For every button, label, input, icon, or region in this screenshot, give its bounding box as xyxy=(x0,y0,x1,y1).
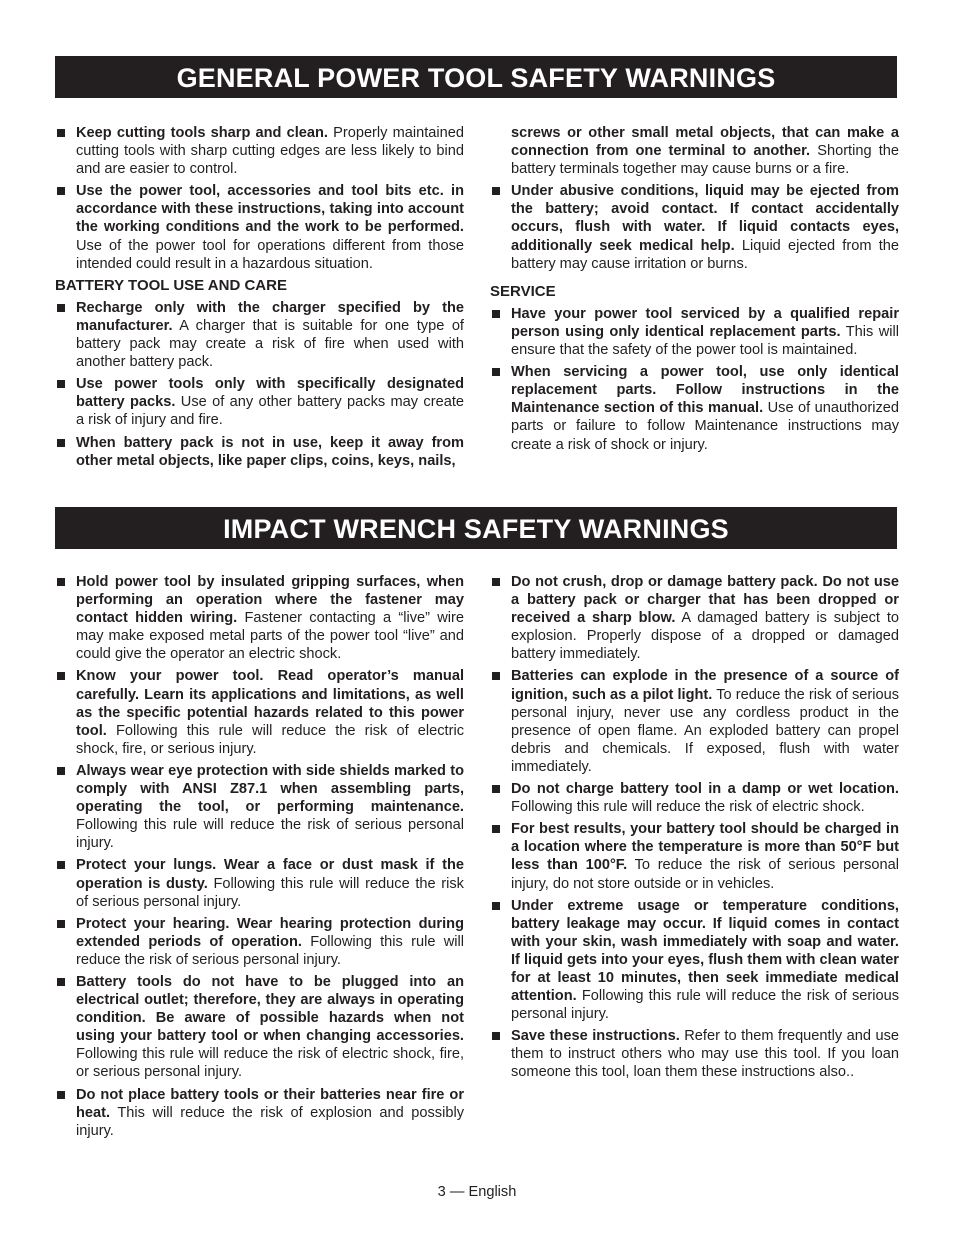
list-item xyxy=(55,434,464,470)
item-text: Use of unauthorized parts or failure to follow Maintenance instructions may create a risk of shock or injury. xyxy=(511,400,900,453)
square-bullet-icon xyxy=(57,380,65,388)
item-bold-text: Use power tools only with specifically designated battery packs. xyxy=(76,376,464,411)
item-bold-text: For best results, your battery tool should be charged in a location where the temperature is more than 50°F but less than 100°F. xyxy=(511,821,899,874)
item-bold-text: Protect your hearing. Wear hearing protection during extended periods of operation. xyxy=(76,915,464,950)
square-bullet-icon xyxy=(492,902,500,910)
item-bold-text: Recharge only with the charger specified by the manufacturer. xyxy=(76,299,464,334)
item-text: Following this rule will reduce the risk of serious personal injury. xyxy=(511,988,899,1023)
item-text: Following this rule will reduce the risk of serious personal injury. xyxy=(76,875,464,910)
item-bold-text: Use the power tool, accessories and tool bits etc. in accordance with these instructions, taking into account the working conditions and the work to be performed. xyxy=(76,183,464,236)
item-text: Use of the power tool for operations different from those intended could result in a hazardous situation. xyxy=(76,237,464,272)
item-text: Properly maintained cutting tools with sharp cutting edges are less likely to bind and are easier to control. xyxy=(76,125,464,178)
list-item xyxy=(55,667,464,757)
square-bullet-icon xyxy=(57,920,65,928)
square-bullet-icon xyxy=(492,187,500,195)
general-warnings-title: GENERAL POWER TOOL SAFETY WARNINGS xyxy=(55,56,897,98)
impact-left-column xyxy=(55,573,464,1144)
impact-warnings-title: IMPACT WRENCH SAFETY WARNINGS xyxy=(55,507,897,549)
square-bullet-icon xyxy=(57,767,65,775)
battery-heading: BATTERY TOOL USE AND CARE xyxy=(55,276,287,294)
list-item xyxy=(490,667,899,776)
list-item xyxy=(490,363,899,453)
item-bold-text: Keep cutting tools sharp and clean. xyxy=(76,125,328,141)
list-item xyxy=(55,915,464,969)
item-text: Refer to them frequently and use them to instruct others who may use this tool. If you loan someone this tool, loan them these instructions also.. xyxy=(511,1028,899,1081)
list-item xyxy=(55,124,464,178)
item-bold-text: When battery pack is not in use, keep it away from other metal objects, like paper clips, coins, keys, nails, xyxy=(76,434,464,469)
square-bullet-icon xyxy=(57,1091,65,1099)
item-text: To reduce the risk of serious personal injury, do not store outside or in vehicles. xyxy=(511,857,899,892)
item-bold-text: Under extreme usage or temperature conditions, battery leakage may occur. If liquid comes in contact with your skin, wash immediately with soap and water. If liquid gets into your eyes, flush them with clean water for at least 10 minutes, then seek immediate medical attention. xyxy=(511,897,899,1005)
list-item xyxy=(55,182,464,272)
item-bold-text: Have your power tool serviced by a qualified repair person using only identical replacement parts. xyxy=(511,305,899,340)
list-item xyxy=(55,856,464,910)
list-item xyxy=(490,1027,899,1081)
item-text: Following this rule will reduce the risk of electric shock, fire, or serious personal injury. xyxy=(76,1046,464,1081)
list-item xyxy=(55,573,464,663)
item-text: A damaged battery is subject to explosion. Properly dispose of a dropped or damaged battery immediately. xyxy=(511,610,899,663)
square-bullet-icon xyxy=(57,304,65,312)
item-text: To reduce the risk of serious personal injury, never use any cordless product in the presence of open flame. An exploded battery can propel debris and chemicals. If exposed, flush with water immediately. xyxy=(511,686,899,775)
square-bullet-icon xyxy=(492,825,500,833)
list-item xyxy=(490,897,899,1024)
item-bold-text: Save these instructions. xyxy=(511,1028,680,1045)
square-bullet-icon xyxy=(492,672,500,680)
item-text: Following this rule will reduce the risk of serious personal injury. xyxy=(76,933,464,968)
item-text: A charger that is suitable for one type of battery pack may create a risk of fire when used with another battery pack. xyxy=(76,317,464,371)
list-item xyxy=(55,973,464,1082)
square-bullet-icon xyxy=(492,368,500,376)
page-footer: 3 — English xyxy=(437,1184,517,1200)
list-item xyxy=(55,762,464,852)
list-item xyxy=(490,305,899,359)
item-text: Following this rule will reduce the risk of electric shock, fire, or serious injury. xyxy=(76,722,464,757)
square-bullet-icon xyxy=(57,672,65,680)
list-item xyxy=(55,375,464,429)
square-bullet-icon xyxy=(57,129,65,137)
list-item xyxy=(490,182,899,272)
square-bullet-icon xyxy=(57,578,65,586)
item-bold-text: Do not place battery tools or their batteries near fire or heat. xyxy=(76,1086,464,1121)
square-bullet-icon xyxy=(57,861,65,869)
item-text: Use of any other battery packs may create a risk of injury and fire. xyxy=(76,394,464,429)
square-bullet-icon xyxy=(492,1032,500,1040)
continued-item: screws or other small metal objects, that can make a connection from one terminal to another. Shorting the battery terminals together may cause burns or a fire. xyxy=(511,125,899,178)
item-text: Liquid ejected from the battery may cause irritation or burns. xyxy=(511,237,899,272)
item-bold-text: When servicing a power tool, use only identical replacement parts. Follow instructions in the Maintenance section of this manual. xyxy=(511,364,899,417)
impact-right-list xyxy=(490,573,899,1082)
item-bold-text: Do not crush, drop or damage battery pack. Do not use a battery pack or charger that has been dropped or received a sharp blow. xyxy=(511,574,899,627)
list-item xyxy=(55,1086,464,1140)
battery-list xyxy=(55,299,464,470)
item-text: This will ensure that the safety of the power tool is maintained. xyxy=(511,323,900,359)
item-text: Fastener contacting a “live” wire may make exposed metal parts of the power tool “live” and could give the operator an electric shock. xyxy=(76,610,464,663)
impact-right-column xyxy=(490,573,899,1086)
general-list xyxy=(55,124,464,273)
item-bold-text: Do not charge battery tool in a damp or wet location. xyxy=(511,781,899,798)
square-bullet-icon xyxy=(492,785,500,793)
item-bold-text: Know your power tool. Read operator’s manual carefully. Learn its applications and limitations, as well as the specific potential hazards related to this power tool. xyxy=(76,668,464,739)
list-item xyxy=(490,573,899,663)
square-bullet-icon xyxy=(492,578,500,586)
list-item xyxy=(490,820,899,892)
item-bold-text: Under abusive conditions, liquid may be ejected from the battery; avoid contact. If contact accidentally occurs, flush with water. If liquid contacts eyes, additionally seek medical help. xyxy=(511,183,899,254)
item-bold-text: Protect your lungs. Wear a face or dust mask if the operation is dusty. xyxy=(76,857,464,892)
item-bold-text: Hold power tool by insulated gripping surfaces, when performing an operation where the fastener may contact hidden wiring. xyxy=(76,574,464,627)
general-left-column xyxy=(55,124,464,474)
service-heading: SERVICE xyxy=(490,282,556,300)
item-bold-text: Battery tools do not have to be plugged into an electrical outlet; therefore, they are always in operating condition. Be aware of possible hazards when not using your battery tool or when changing accessories. xyxy=(76,973,464,1045)
impact-left-list xyxy=(55,573,464,1140)
item-text: This will reduce the risk of explosion and possibly injury. xyxy=(76,1104,464,1139)
service-list xyxy=(490,305,899,454)
item-text: Following this rule will reduce the risk of electric shock. xyxy=(511,799,865,816)
list-item xyxy=(490,780,899,816)
square-bullet-icon xyxy=(57,187,65,195)
item-bold-text: Always wear eye protection with side shields marked to comply with ANSI Z87.1 when assembling parts, operating the tool, or performing maintenance. xyxy=(76,762,464,816)
square-bullet-icon xyxy=(57,978,65,986)
square-bullet-icon xyxy=(492,310,500,318)
item-text: Following this rule will reduce the risk of serious personal injury. xyxy=(76,817,464,852)
general-right-column xyxy=(490,124,899,458)
abuse-list xyxy=(490,182,899,272)
square-bullet-icon xyxy=(57,439,65,447)
list-item xyxy=(55,299,464,371)
item-bold-text: Batteries can explode in the presence of a source of ignition, such as a pilot light. xyxy=(511,668,899,703)
